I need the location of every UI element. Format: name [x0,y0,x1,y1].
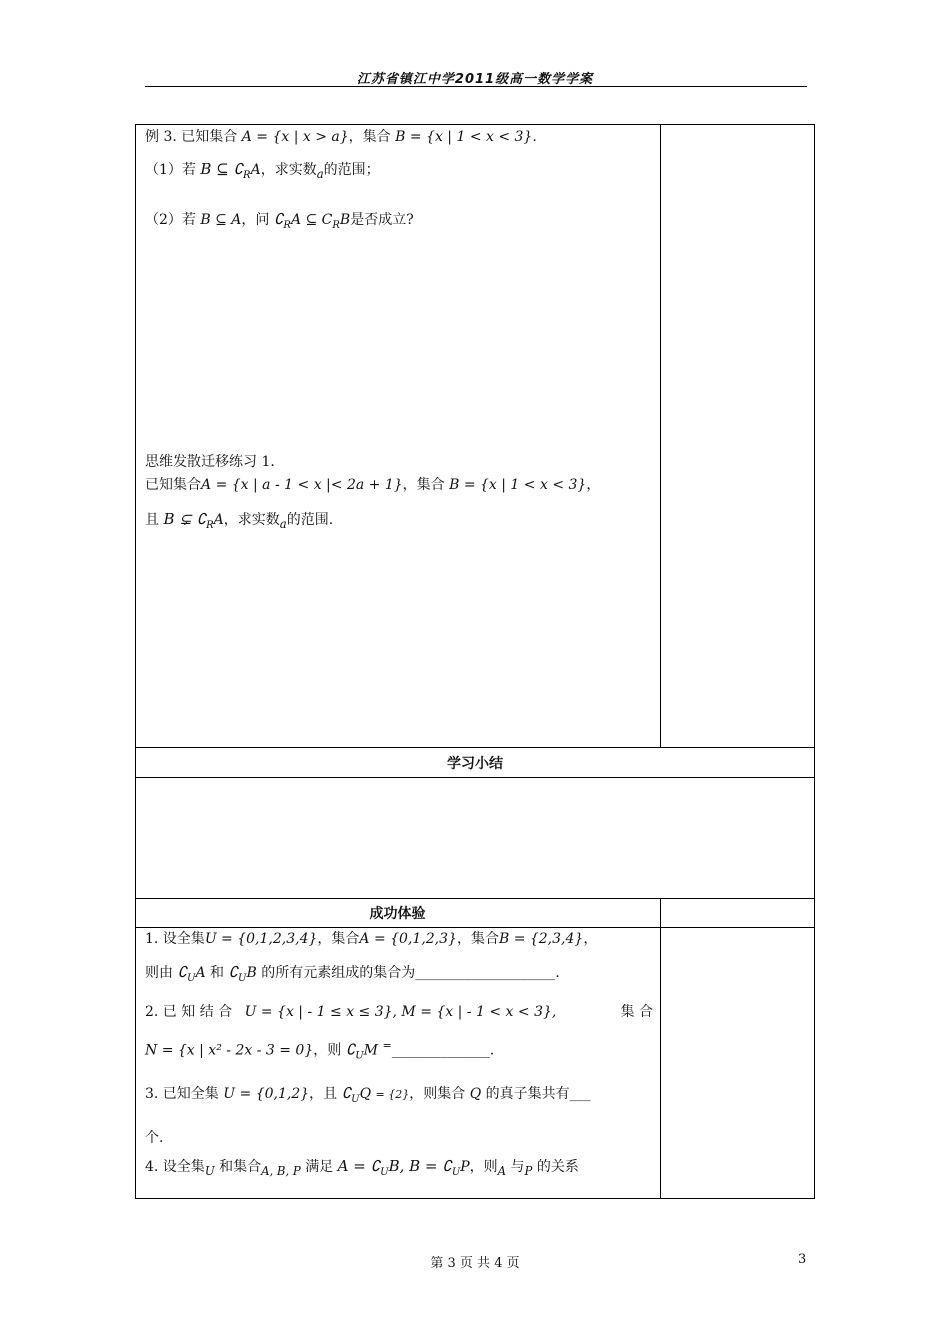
q2-s-U: U = {x | - 1 ≤ x ≤ 3}, M = {x | - 1 < x < 3}, [244,1004,557,1020]
q2-sub2: R [332,219,340,231]
example3-q1 [145,160,380,185]
page-header-title: 江苏省镇江中学2011级高一数学学案 [356,72,594,87]
success-q3-line2: 个. [145,1130,164,1146]
practice1-line1-prefix: 已知集合 [145,477,201,493]
success-q1-line1 [145,930,597,948]
success-q1-line2 [145,963,560,988]
q1-s-B: B = {2,3,4} [498,931,584,947]
practice1-line1-end: ， [586,477,601,493]
page-footer: 第 3 页 共 4 页 [430,1256,520,1271]
example3-end: . [532,129,537,145]
row-divider-2 [135,777,815,778]
example3-mid: ，集合 [348,129,391,145]
row-divider-3 [135,898,815,899]
q4-s-f: 的关系 [536,1159,579,1175]
q1-expr: B ⊆ ∁ [200,160,244,178]
example3-setA: A = {x | x > a} [241,129,349,145]
practice1-line2-mid: ，求实数 [223,512,280,528]
success-q2-line2 [145,1037,494,1065]
q2-expr: B ⊆ A [200,212,242,228]
q1-s-complement2: ∁ [228,963,239,981]
q4-s-sub1: U [380,1166,389,1178]
q3-s-eq: = {2} [375,1088,410,1101]
practice1-line2-prefix: 且 [145,512,159,528]
q2-s-complement: ∁ [345,1040,356,1059]
q3-s-U: U = {0,1,2} [223,1086,310,1102]
q1-s-A: A = {0,1,2,3} [359,931,457,947]
q4-s-b: 和集合 [219,1159,262,1175]
q2-s-sub: U [355,1050,364,1062]
q3-s-d: 的真子集共有 [485,1086,570,1102]
practice1-A2: A [213,512,224,528]
q4-s-U: U [204,1163,215,1178]
practice1-line1 [145,476,600,494]
side-column-divider-top [660,124,661,748]
q1-mid: ，求实数 [260,162,317,178]
success-q4-line1 [145,1157,579,1182]
q3-s-sub: U [351,1093,360,1105]
q4-s-sub2: U [451,1166,461,1178]
q2-B: B [339,212,351,228]
q1-s-and: 和 [210,965,225,981]
q2-suffix: 是否成立? [350,212,414,228]
example3-q2 [145,210,414,235]
q1-sub: R [243,169,251,181]
q4-s-expr1: A = ∁ [337,1157,381,1175]
q4-s-c: 满足 [305,1159,334,1175]
q2-s-b: 集 合 [620,1004,653,1020]
practice1-var: a [279,516,287,531]
practice1-sub: R [206,519,214,531]
q1-s-line2a: 则由 [145,965,173,981]
practice1-expr: B ⊊ ∁ [163,510,207,528]
practice1-setB: B = {x | 1 < x < 3} [449,477,587,493]
success-title: 成功体验 [369,906,426,922]
q2-complement: ∁ [273,210,284,228]
practice1-line2 [145,510,333,535]
q2-prefix: （2）若 [145,212,196,228]
header-rule [145,86,807,87]
q1-s-line2b: 的所有元素组成的集合为 [261,965,416,981]
q1-s-d: ， [583,931,598,947]
row-divider-4 [135,927,815,928]
side-column-divider-bottom [660,898,661,1199]
q4-s-expr2: B, B = ∁ [388,1157,452,1175]
example3-line1 [145,128,537,146]
q3-s-c: ，则集合 [409,1086,466,1102]
q1-prefix: （1）若 [145,162,196,178]
practice1-line2-suffix: 的范围. [286,512,334,528]
q2-s-line2a: ，则 [313,1042,342,1059]
row-divider-1 [135,747,815,748]
q1-s-sub1: U [187,972,196,984]
q4-s-P2: P [524,1163,533,1178]
summary-title: 学习小结 [447,756,503,772]
q2-s-M: M [363,1042,379,1059]
practice1-setA: = {x | a - 1 < x |< 2a + 1} [215,477,403,493]
q1-s-c: ，集合 [456,931,499,947]
q4-s-A: A [497,1163,507,1178]
q2-mid: ，问 [241,212,270,228]
q2-s-a: 2. 已 知 结 合 [145,1004,233,1020]
q1-s-blank: ____________________. [415,965,560,981]
q2-s-eq: = [382,1039,392,1052]
example3-intro: 例 3. 已知集合 [145,129,238,145]
q1-suffix: 的范围； [323,162,380,178]
q3-s-Q: Q [359,1086,372,1102]
q4-s-d: ，则 [469,1159,498,1175]
practice1-line1-mid: ，集合 [402,477,445,493]
success-q3-line1 [145,1084,591,1109]
q4-s-a: 4. 设全集 [145,1159,205,1175]
q1-s-a: 1. 设全集 [145,931,205,947]
practice1-A: A [201,477,212,493]
q3-s-complement: ∁ [341,1084,352,1102]
q2-s-blank: ______________. [391,1042,495,1059]
q3-s-b: ，且 [309,1086,338,1102]
q3-s-blank: ___ [569,1086,591,1102]
q2-sub: R [283,219,291,231]
q3-s-Q2: Q [469,1086,482,1102]
q1-A: A [250,162,261,178]
q1-s-A2: A [195,965,206,981]
q4-s-sets: A, B, P [261,1163,301,1178]
practice1-title: 思维发散迁移练习 1. [145,454,275,470]
q4-s-P: P [460,1159,470,1175]
q1-s-sub2: U [238,972,247,984]
q1-var: a [316,166,324,181]
page-number: 3 [798,1252,807,1267]
q1-s-U: U = {0,1,2,3,4} [204,931,318,947]
success-q2-line1 [145,1003,653,1021]
q2-s-N: N = {x | x² - 2x - 3 = 0} [145,1042,314,1059]
q1-s-complement1: ∁ [177,963,187,981]
q1-s-b: ，集合 [317,931,360,947]
q4-s-e: 与 [510,1159,525,1175]
q1-s-B2: B [246,965,257,981]
q2-expr2: A ⊆ C [290,212,333,228]
example3-setB: B = {x | 1 < x < 3} [395,129,533,145]
q3-s-a: 3. 已知全集 [145,1086,219,1102]
